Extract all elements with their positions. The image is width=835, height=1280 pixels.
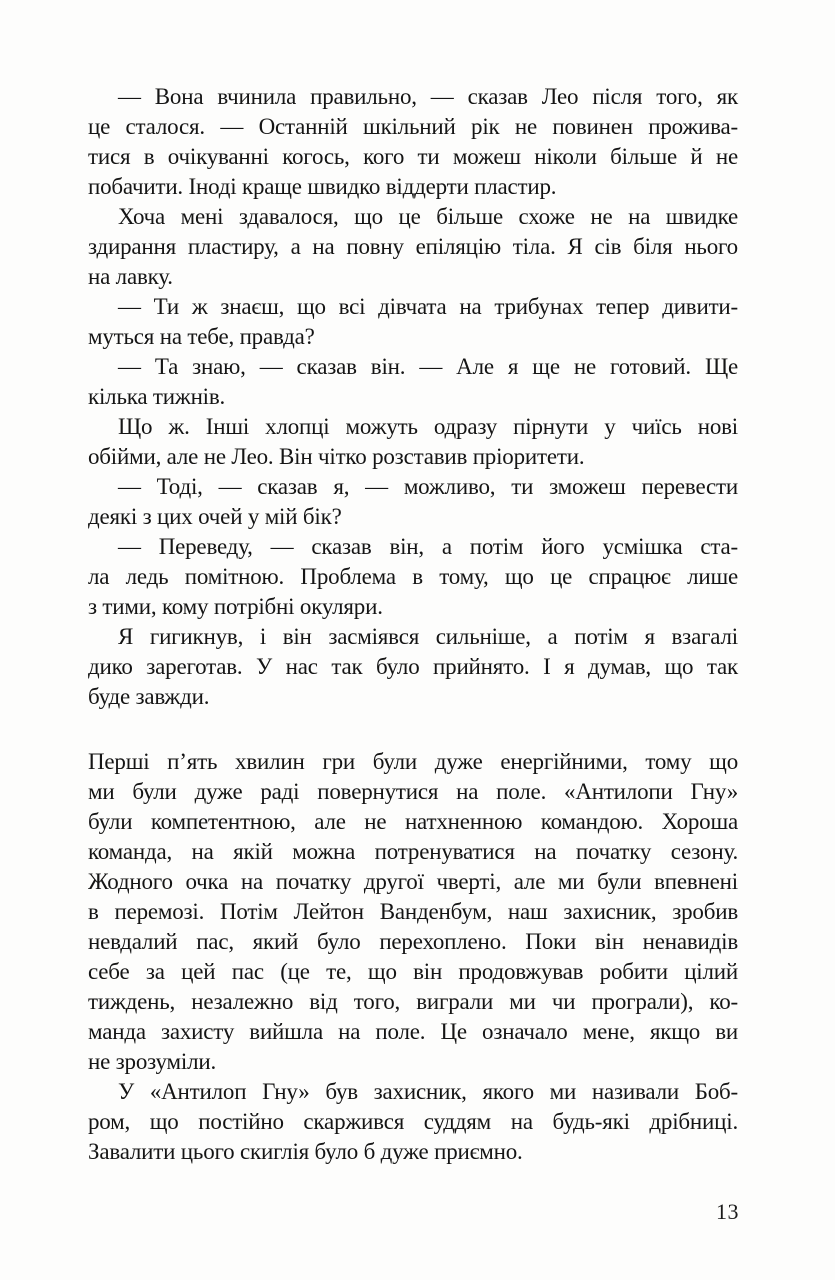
paragraph — [88, 472, 738, 532]
text-line: — Вона вчинила правильно, — сказав Лео після того, як — [118, 84, 738, 109]
text-section-2 — [88, 747, 738, 1167]
text-line: ми були дуже раді повернутися на поле. «Антилопи Гну» — [88, 779, 738, 804]
text-line: з тими, кому потрібні окуляри. — [88, 594, 383, 619]
page-text-block — [88, 82, 738, 1167]
text-line: тиждень, незалежно від того, виграли ми чи програли), ко- — [88, 989, 738, 1014]
text-line: муться на тебе, правда? — [88, 324, 315, 349]
text-line: — Тоді, — сказав я, — можливо, ти зможеш перевести — [118, 474, 738, 499]
text-line: — Ти ж знаєш, що всі дівчата на трибунах тепер дивити- — [118, 294, 738, 319]
paragraph — [88, 747, 738, 1077]
text-line: себе за цей пас (це те, що він продовжував робити цілий — [88, 959, 738, 984]
text-line: Я гигикнув, і він засміявся сильніше, а потім я взагалі — [118, 624, 738, 649]
paragraph — [88, 82, 738, 202]
text-line: побачити. Іноді краще швидко віддерти пластир. — [88, 174, 557, 199]
text-line: дико зареготав. У нас так було прийнято. І я думав, що так — [88, 654, 738, 679]
text-line: здирання пластиру, а на повну епіляцію тіла. Я сів біля нього — [88, 234, 738, 259]
text-line: ла ледь помітною. Проблема в тому, що це спрацює лише — [88, 564, 738, 589]
text-line: обійми, але не Лео. Він чітко розставив пріоритети. — [88, 444, 585, 469]
text-line: в перемозі. Потім Лейтон Ванденбум, наш захисник, зробив — [88, 899, 738, 924]
paragraph — [88, 622, 738, 712]
paragraph — [88, 1077, 738, 1167]
text-line: — Та знаю, — сказав він. — Але я ще не готовий. Ще — [118, 354, 738, 379]
paragraph — [88, 292, 738, 352]
text-line: манда захисту вийшла на поле. Це означало мене, якщо ви — [88, 1019, 738, 1044]
text-line: Що ж. Інші хлопці можуть одразу пірнути у чиїсь нові — [118, 414, 738, 439]
text-line: Жодного очка на початку другої чверті, але ми були впевнені — [88, 869, 738, 894]
text-line: невдалий пас, який було перехоплено. Поки він ненавидів — [88, 929, 738, 954]
text-line: Завалити цього скиглія було б дуже приємно. — [88, 1139, 523, 1164]
text-line: кілька тижнів. — [88, 384, 226, 409]
text-line: Хоча мені здавалося, що це більше схоже не на швидке — [118, 204, 738, 229]
text-line: буде завжди. — [88, 684, 210, 709]
text-line: Перші п’ять хвилин гри були дуже енергійними, тому що — [88, 749, 738, 774]
paragraph — [88, 412, 738, 472]
page-number: 13 — [716, 1199, 739, 1224]
text-line: У «Антилоп Гну» був захисник, якого ми називали Боб- — [118, 1079, 738, 1104]
paragraph — [88, 532, 738, 622]
text-line: — Переведу, — сказав він, а потім його усмішка ста- — [118, 534, 738, 559]
text-line: ром, що постійно скаржився суддям на будь-які дрібниці. — [88, 1109, 738, 1134]
text-line: тися в очікуванні когось, кого ти можеш ніколи більше й не — [88, 144, 738, 169]
text-line: на лавку. — [88, 264, 173, 289]
text-section-1 — [88, 82, 738, 712]
text-line: це сталося. — Останній шкільний рік не повинен прожива- — [88, 114, 738, 139]
text-line: були компетентною, але не натхненною командою. Хороша — [88, 809, 738, 834]
text-line: деякі з цих очей у мій бік? — [88, 504, 342, 529]
text-line: не зрозуміли. — [88, 1049, 217, 1074]
text-line: команда, на якій можна потренуватися на початку сезону. — [88, 839, 738, 864]
paragraph — [88, 352, 738, 412]
paragraph — [88, 202, 738, 292]
